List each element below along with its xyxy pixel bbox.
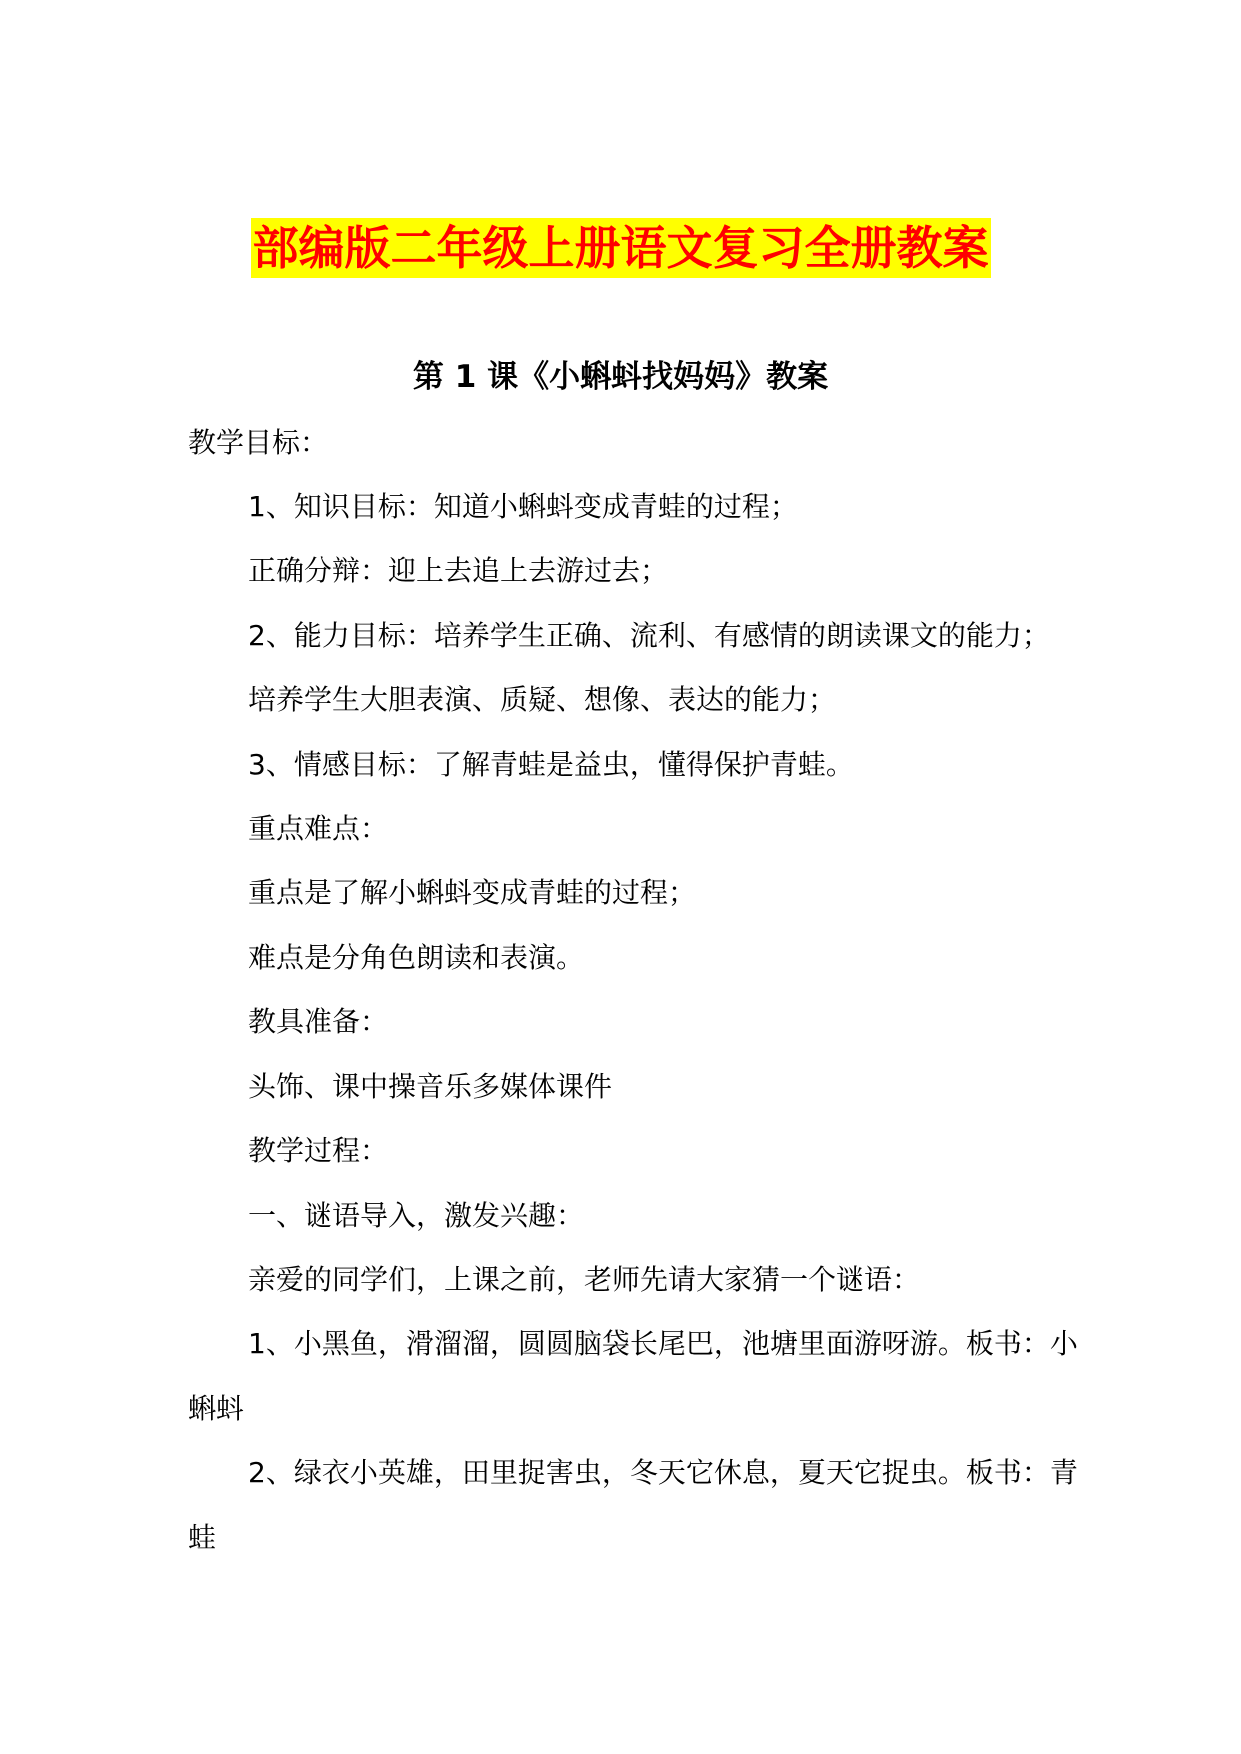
ability-objective: 2、能力目标：培养学生正确、流利、有感情的朗读课文的能力； bbox=[248, 619, 1050, 652]
main-title-container bbox=[0, 218, 1241, 278]
ability-objective-cont: 培养学生大胆表演、质疑、想像、表达的能力； bbox=[248, 683, 837, 716]
teaching-aids-heading: 教具准备： bbox=[248, 1005, 389, 1038]
knowledge-objective: 1、知识目标：知道小蝌蚪变成青蛙的过程； bbox=[248, 490, 798, 523]
key-point: 重点是了解小蝌蚪变成青蛙的过程； bbox=[248, 876, 697, 909]
teaching-objectives-heading: 教学目标： bbox=[188, 426, 329, 459]
riddle-intro: 亲爱的同学们，上课之前，老师先请大家猜一个谜语： bbox=[248, 1263, 921, 1296]
emotion-objective: 3、情感目标：了解青蛙是益虫，懂得保护青蛙。 bbox=[248, 748, 854, 781]
riddle-two: 2、绿衣小英雄，田里捉害虫，冬天它休息，夏天它捉虫。板书：青 bbox=[248, 1456, 1078, 1489]
riddle-one-cont: 蝌蚪 bbox=[188, 1392, 245, 1425]
riddle-one: 1、小黑鱼，滑溜溜，圆圆脑袋长尾巴，池塘里面游呀游。板书：小 bbox=[248, 1327, 1078, 1360]
teaching-aids: 头饰、课中操音乐多媒体课件 bbox=[248, 1070, 613, 1103]
main-title: 部编版二年级上册语文复习全册教案 bbox=[251, 218, 991, 278]
teaching-process-heading: 教学过程： bbox=[248, 1134, 389, 1167]
difficult-point: 难点是分角色朗读和表演。 bbox=[248, 941, 585, 974]
key-points-heading: 重点难点： bbox=[248, 812, 389, 845]
distinguish-words: 正确分辩：迎上去追上去游过去； bbox=[248, 554, 669, 587]
lesson-title: 第 1 课《小蝌蚪找妈妈》教案 bbox=[412, 359, 829, 395]
section-one-heading: 一、谜语导入，激发兴趣： bbox=[248, 1199, 585, 1232]
riddle-two-cont: 蛙 bbox=[188, 1521, 217, 1554]
